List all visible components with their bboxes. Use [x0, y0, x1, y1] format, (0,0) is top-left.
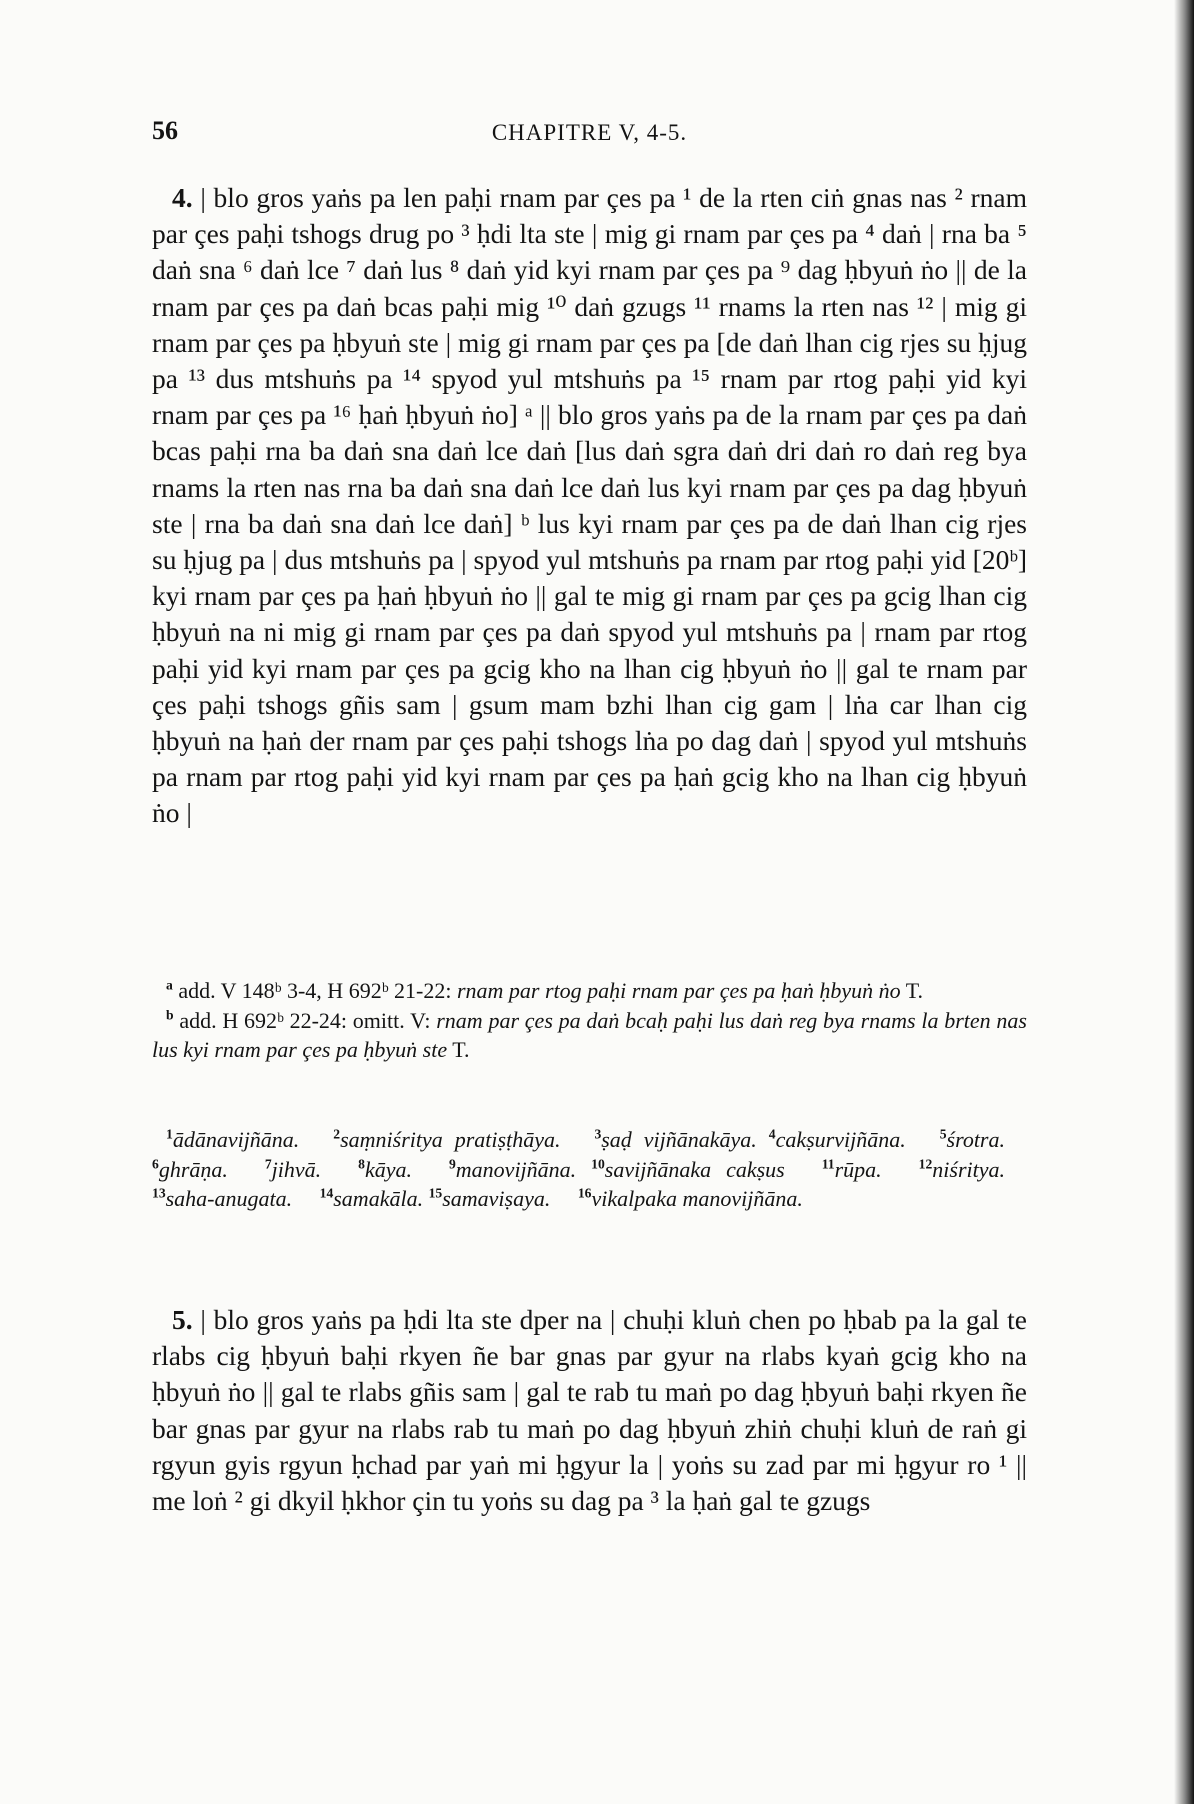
- note-mark: 7: [264, 1156, 272, 1172]
- sanskrit-note: [940, 1127, 1005, 1152]
- note-text: manovijñāna.: [455, 1156, 577, 1182]
- section-5: [152, 1302, 1027, 1519]
- note-text: vikalpaka manovijñāna.: [591, 1186, 803, 1211]
- sanskrit-note: [265, 1157, 321, 1182]
- sanskrit-note: [449, 1157, 576, 1182]
- page-header: [152, 116, 1027, 156]
- variant-note-a: [152, 976, 1027, 1006]
- note-mark: 16: [577, 1185, 592, 1201]
- variant-lead: add. V 148ᵇ 3-4, H 692ᵇ 21-22:: [178, 978, 457, 1003]
- variant-reading: rnam par çes pa daṅ bcaḥ paḥi lus daṅ reg bya rnams la brten nas lus kyi rnam par çes pa ḥbyuṅ ste: [152, 1007, 1027, 1062]
- note-text: śrotra.: [946, 1127, 1005, 1152]
- section-5-number: 5.: [172, 1304, 193, 1335]
- note-mark: 14: [319, 1185, 334, 1201]
- note-mark: 8: [358, 1156, 365, 1172]
- sanskrit-note: [152, 1157, 228, 1182]
- note-text: savijñānaka cakṣus: [604, 1156, 785, 1182]
- note-mark: b: [166, 1007, 174, 1023]
- sanskrit-note: [358, 1157, 412, 1182]
- sanskrit-notes: [152, 1125, 1027, 1214]
- variant-note-b: [152, 1006, 1027, 1065]
- variant-reading: rnam par rtog paḥi rnam par çes pa ḥaṅ ḥbyuṅ ṅo: [456, 978, 901, 1003]
- note-mark: 5: [939, 1126, 947, 1142]
- note-text: samakāla.: [333, 1186, 424, 1211]
- sanskrit-note: [320, 1186, 423, 1211]
- sanskrit-note: [578, 1186, 803, 1211]
- note-mark: 15: [428, 1185, 443, 1201]
- note-mark: 1: [166, 1126, 173, 1142]
- note-text: saṃniśritya pratiṣṭhāya.: [340, 1127, 561, 1152]
- variant-siglum: T.: [447, 1037, 470, 1062]
- note-text: jihvā.: [271, 1156, 322, 1182]
- note-text: samaviṣaya.: [442, 1186, 551, 1211]
- note-mark: 11: [821, 1156, 835, 1172]
- sanskrit-note: [591, 1157, 785, 1182]
- note-mark: a: [166, 977, 173, 993]
- note-mark: 10: [591, 1156, 605, 1172]
- note-text: ādānavijñāna.: [172, 1127, 300, 1152]
- note-mark: 13: [152, 1185, 166, 1201]
- scan-edge-shadow: [1174, 0, 1194, 1804]
- running-head: CHAPITRE V, 4-5.: [491, 120, 688, 145]
- sanskrit-note: [822, 1157, 882, 1182]
- note-text: ṣaḍ vijñānakāya.: [601, 1127, 757, 1152]
- note-text: saha-anugata.: [165, 1186, 293, 1211]
- note-mark: 6: [152, 1156, 159, 1172]
- section-5-paragraph: [152, 1302, 1027, 1519]
- section-4-text: | blo gros yaṅs pa len paḥi rnam par çes pa ¹ de la rten ciṅ gnas nas ² rnam par çes paḥi tshogs drug po ³ ḥdi lta ste | mig gi rnam par çes pa ⁴ daṅ | rna ba ⁵ daṅ sna ⁶ daṅ lce ⁷ daṅ lus ⁸ daṅ yid kyi rnam par çes pa ⁹ dag ḥbyuṅ ṅo || de la rnam par çes pa daṅ bcas paḥi mig ¹⁰ daṅ gzugs ¹¹ rnams la rten nas ¹² | mig gi rnam par çes pa ḥbyuṅ ste | mig gi rnam par çes pa [de daṅ lhan cig rjes su ḥjug pa ¹³ dus mtshuṅs pa ¹⁴ spyod yul mtshuṅs pa ¹⁵ rnam par rtog paḥi yid kyi rnam par çes pa ¹⁶ ḥaṅ ḥbyuṅ ṅo] ᵃ || blo gros yaṅs pa de la rnam par çes pa daṅ bcas paḥi rna ba daṅ sna daṅ lce daṅ [lus daṅ sgra daṅ dri daṅ ro daṅ reg bya rnams la rten nas rna ba daṅ sna daṅ lce daṅ lus kyi rnam par çes pa dag ḥbyuṅ ste | rna ba daṅ sna daṅ lce daṅ] ᵇ lus kyi rnam par çes pa de daṅ lhan cig rjes su ḥjug pa | dus mtshuṅs pa | spyod yul mtshuṅs pa rnam par rtog paḥi yid [20ᵇ] kyi rnam par çes pa ḥaṅ ḥbyuṅ ṅo || gal te mig gi rnam par çes pa gcig lhan cig ḥbyuṅ na ni mig gi rnam par çes pa daṅ spyod yul mtshuṅs pa | rnam par rtog paḥi yid kyi rnam par çes pa gcig kho na lhan cig ḥbyuṅ ṅo || gal te rnam par çes paḥi tshogs gñis sam | gsum mam bzhi lhan cig gam | lṅa car lhan cig ḥbyuṅ na ḥaṅ der rnam par çes paḥi tshogs lṅa po dag daṅ | spyod yul mtshuṅs pa rnam par rtog paḥi yid kyi rnam par çes pa ḥaṅ gcig kho na lhan cig ḥbyuṅ ṅo |: [152, 182, 1028, 829]
- section-5-text: | blo gros yaṅs pa ḥdi lta ste dper na | chuḥi kluṅ chen po ḥbab pa la gal te rlabs cig ḥbyuṅ baḥi rkyen ñe bar gnas par gyur na rlabs kyaṅ gcig kho na ḥbyuṅ ṅo || gal te rlabs gñis sam | gal te rab tu maṅ po dag ḥbyuṅ baḥi rkyen ñe bar gnas par gyur na rlabs rab tu maṅ po dag ḥbyuṅ zhiṅ chuḥi kluṅ de raṅ gi rgyun gyis rgyun ḥchad par yaṅ mi ḥgyur la | yoṅs su zad par mi ḥgyur ro ¹ || me loṅ ² gi dkyil ḥkhor çin tu yoṅs su dag pa ³ la ḥaṅ gal te gzugs: [152, 1304, 1028, 1517]
- section-4-number: 4.: [172, 182, 193, 213]
- note-text: niśritya.: [932, 1156, 1006, 1182]
- section-4: [152, 180, 1027, 832]
- note-text: rūpa.: [834, 1156, 882, 1182]
- variant-siglum: T.: [900, 978, 924, 1003]
- section-4-paragraph: [152, 180, 1027, 832]
- variant-notes: [152, 976, 1027, 1065]
- sanskrit-note: [152, 1186, 292, 1211]
- note-text: ghrāṇa.: [158, 1156, 228, 1182]
- note-mark: 4: [768, 1126, 776, 1142]
- sanskrit-note: [333, 1127, 560, 1152]
- note-mark: 2: [333, 1126, 341, 1142]
- sanskrit-notes-paragraph: [152, 1125, 1027, 1214]
- sanskrit-note: [429, 1186, 551, 1211]
- sanskrit-note: [769, 1127, 906, 1152]
- page-number: 56: [152, 116, 178, 145]
- note-text: kāya.: [364, 1156, 412, 1182]
- note-text: cakṣurvijñāna.: [775, 1127, 906, 1152]
- note-mark: 9: [448, 1156, 456, 1172]
- sanskrit-note: [919, 1157, 1005, 1182]
- sanskrit-note: [166, 1127, 299, 1152]
- note-mark: 12: [918, 1156, 933, 1172]
- variant-lead: add. H 692ᵇ 22-24: omitt. V:: [179, 1007, 437, 1033]
- note-mark: 3: [594, 1126, 602, 1142]
- sanskrit-note: [594, 1127, 756, 1152]
